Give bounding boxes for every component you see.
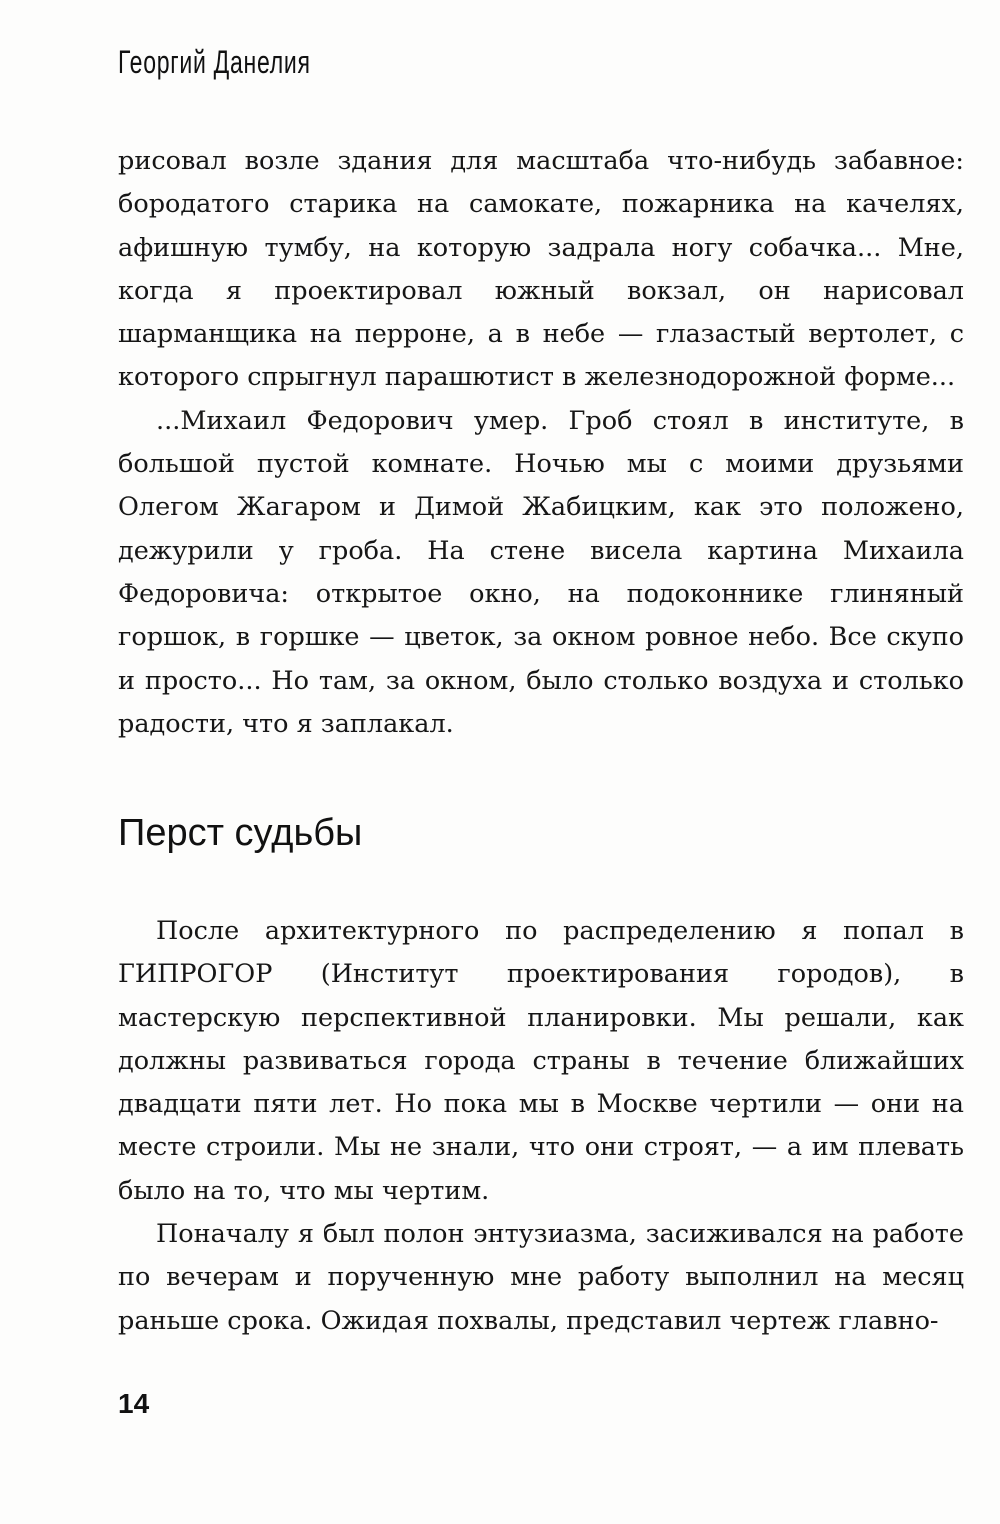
paragraph: рисовал возле здания для масштаба что-нибудь забавное: бородатого старика на самокате, пожарника на качелях, афишную тумбу, на которую задрала ногу собачка... Мне, когда я проектировал южный вокзал, он нарисовал шарманщика на перроне, а в небе — глазастый вертолет, с которого спрыгнул парашютист в железнодорожной форме... <box>118 146 964 393</box>
paragraph: После архитектурного по распределению я попал в ГИПРОГОР (Институт проектирования городов), в мастерскую перспективной планировки. Мы решали, как должны развиваться города страны в течение ближайших двадцати пяти лет. Но пока мы в Москве чертили — они на месте строили. Мы не знали, что они строят, — а им плевать было на то, что мы чертим. <box>118 916 964 1206</box>
text-block-top <box>118 140 964 746</box>
paragraph: ...Михаил Федорович умер. Гроб стоял в институте, в большой пустой комнате. Ночью мы с моими друзьями Олегом Жагаром и Димой Жабицким, как это положено, дежурили у гроба. На стене висела картина Михаила Федоровича: открытое окно, на подоконнике глиняный горшок, в горшке — цветок, за окном ровное небо. Все скупо и просто... Но там, за окном, было столько воздуха и столько радости, что я заплакал. <box>118 405 964 739</box>
section-title: Перст судьбы <box>118 812 363 854</box>
page-number: 14 <box>118 1388 150 1419</box>
text-block-bottom <box>118 910 964 1343</box>
running-head: Георгий Данелия <box>118 44 311 80</box>
paragraph: Поначалу я был полон энтузиазма, засиживался на работе по вечерам и порученную мне работу выполнил на месяц раньше срока. Ожидая похвалы, представил чертеж главно- <box>118 1219 964 1336</box>
